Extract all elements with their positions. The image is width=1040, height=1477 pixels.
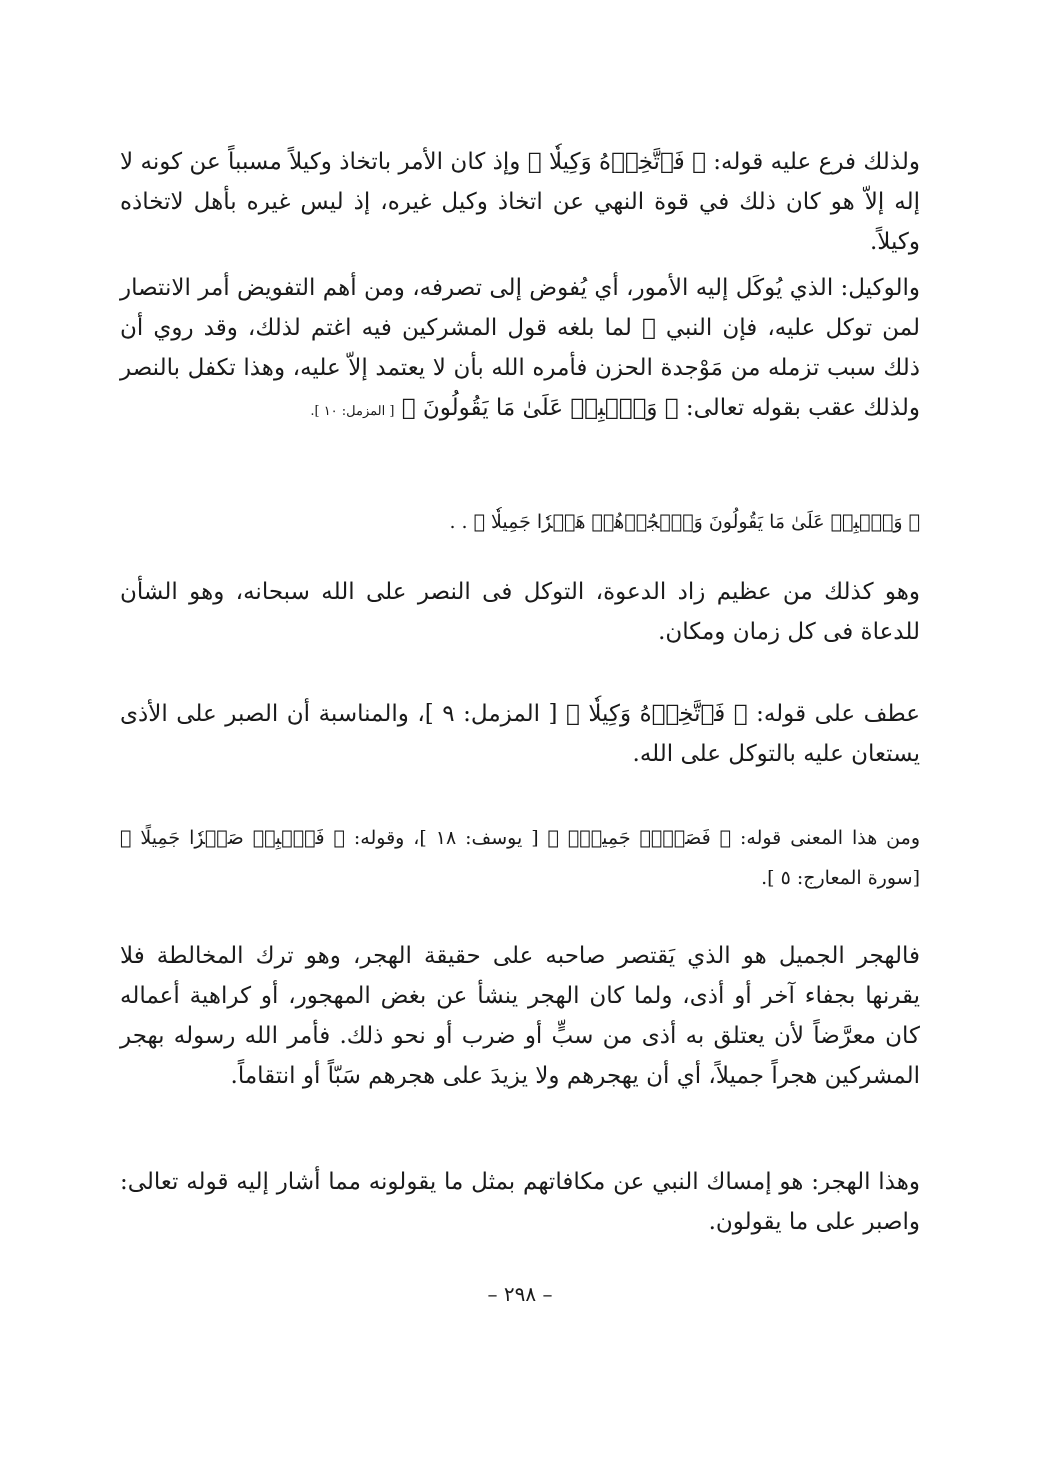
page-number: – ٢٩٨ – (487, 1282, 553, 1306)
paragraph-2 (120, 268, 920, 432)
paragraph-3-verse: ﴿ وَٱصۡبِرۡ عَلَىٰ مَا يَقُولُونَ وَٱهۡجُرۡهُمۡ هَجۡرٗا جَمِيلٗا ﴾ . . (449, 511, 920, 533)
paragraph-6: ومن هذا المعنى قوله: ﴿ فَصَبۡرٞ جَمِيلٞۖ ﴾ [ يوسف: ١٨ ]، وقوله: ﴿ فَٱصۡبِرۡ صَبۡرٗا جَمِيلًا ﴾ [سورة المعارج: ٥ ]. (120, 827, 920, 889)
paragraph-4: وهو كذلك من عظيم زاد الدعوة، التوكل فى النصر على الله سبحانه، وهو الشأن للدعاة فى كل زمان ومكان. (120, 579, 920, 645)
paragraph-8: وهذا الهجر: هو إمساك النبي عن مكافاتهم بمثل ما يقولونه مما أشار إليه قوله تعالى: واصبر على ما يقولون. (120, 1169, 920, 1235)
paragraph-7: فالهجر الجميل هو الذي يَقتصر صاحبه على حقيقة الهجر، وهو ترك المخالطة فلا يقرنها بجفاء آخر أو أذى، ولما كان الهجر ينشأ عن بغض المهجور، أو كراهية أعماله كان معرَّضاً لأن يعتلق به أذى من سبٍّ أو ضرب أو نحو ذلك. فأمر الله رسوله بهجر المشركين هجراً جميلاً، أي أن يهجرهم ولا يزيدَ على هجرهم سَبّاً أو انتقاماً. (120, 943, 920, 1089)
paragraph-1: ولذلك فرع عليه قوله: ﴿ فَٱتَّخِذۡهُ وَكِيلٗا ﴾ وإذ كان الأمر باتخاذ وكيلاً مسبباً عن كونه لا إله إلاّ هو كان ذلك في قوة النهي عن اتخاذ وكيل غيره، إذ ليس غيره بأهل لاتخاذه وكيلاً. (120, 149, 920, 255)
paragraph-5: عطف على قوله: ﴿ فَٱتَّخِذۡهُ وَكِيلٗا ﴾ [ المزمل: ٩ ]، والمناسبة أن الصبر على الأذى يستعان عليه بالتوكل على الله. (120, 701, 920, 767)
verse-reference: [ المزمل: ١٠ ]. (310, 404, 395, 419)
paragraph-2-text: والوكيل: الذي يُوكَل إليه الأمور، أي يُفوض إلى تصرفه، ومن أهم التفويض أمر الانتصار لمن توكل عليه، فإن النبي ﷺ لما بلغه قول المشركين فيه اغتم لذلك، وقد روي أن ذلك سبب تزمله من مَوْجدة الحزن فأمره الله بأن لا يعتمد إلاّ عليه، وهذا تكفل بالنصر ولذلك عقب بقوله تعالى: ﴿ وَٱصۡبِرۡ عَلَىٰ مَا يَقُولُونَ ﴾ (120, 275, 920, 421)
